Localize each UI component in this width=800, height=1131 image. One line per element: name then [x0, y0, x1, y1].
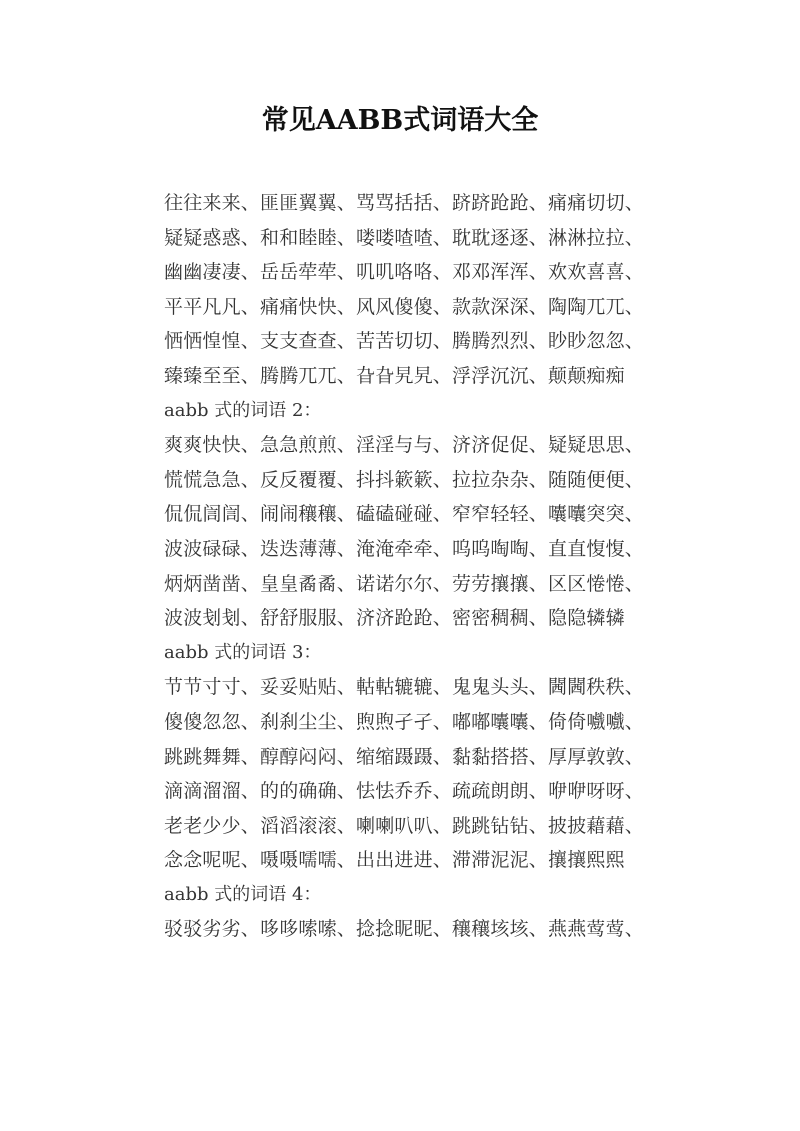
word-line: 臻臻至至、腾腾兀兀、旮旮旯旯、浮浮沉沉、颠颠痴痴 — [164, 364, 625, 387]
word-line: 跳跳舞舞、醇醇闷闷、缩缩蹑蹑、黏黏搭搭、厚厚敦敦、 — [164, 745, 645, 768]
page-title: 常见AABB式词语大全 — [261, 105, 539, 136]
word-line: 疑疑惑惑、和和睦睦、喽喽喳喳、耽耽逐逐、淋淋拉拉、 — [164, 226, 645, 249]
section-heading: aabb 式的词语 4： — [164, 883, 322, 905]
word-line: 老老少少、滔滔滚滚、喇喇叭叭、跳跳钻钻、披披藉藉、 — [164, 814, 645, 837]
word-line: 波波碌碌、迭迭薄薄、淹淹牵牵、呜呜啕啕、直直愎愎、 — [164, 537, 645, 560]
word-line: 幽幽凄凄、岳岳荦荦、叽叽咯咯、邓邓浑浑、欢欢喜喜、 — [164, 261, 645, 284]
word-line: 念念呢呢、嗫嗫嚅嚅、出出进进、滞滞泥泥、攘攘熙熙 — [164, 849, 625, 872]
word-line: 慌慌急急、反反覆覆、抖抖簌簌、拉拉杂杂、随随便便、 — [164, 468, 645, 491]
word-line: 傻傻忽忽、刹刹尘尘、煦煦孑孑、嘟嘟囔囔、倚倚嚱嚱、 — [164, 710, 645, 733]
word-line: 滴滴溜溜、的的确确、怯怯乔乔、疏疏朗朗、咿咿呀呀、 — [164, 780, 645, 803]
word-line: 驳驳劣劣、哆哆嗦嗦、捻捻昵昵、穰穰垓垓、燕燕莺莺、 — [164, 918, 645, 941]
word-line: 恓恓惶惶、支支查查、苦苦切切、腾腾烈烈、眇眇忽忽、 — [164, 330, 645, 353]
word-line: 侃侃訚訚、闹闹穰穰、磕磕碰碰、窄窄轻轻、囔囔突突、 — [164, 503, 645, 526]
word-line: 波波刬刬、舒舒服服、济济跄跄、密密稠稠、隐隐辚辚 — [164, 607, 625, 630]
word-section-4 — [164, 878, 694, 947]
word-section-2 — [164, 394, 694, 636]
word-line: 节节寸寸、妥妥贴贴、軲軲辘辘、鬼鬼头头、閪閪秩秩、 — [164, 676, 645, 699]
section-heading: aabb 式的词语 3： — [164, 641, 322, 663]
word-section-1 — [164, 186, 694, 394]
section-heading: aabb 式的词语 2： — [164, 399, 322, 421]
word-line: 炳炳凿凿、皇皇矞矞、诺诺尔尔、劳劳攘攘、区区惓惓、 — [164, 572, 645, 595]
word-line: 平平凡凡、痛痛快快、风风傻傻、款款深深、陶陶兀兀、 — [164, 295, 645, 318]
word-line: 往往来来、匪匪翼翼、骂骂括括、跻跻跄跄、痛痛切切、 — [164, 192, 645, 214]
word-line: 爽爽快快、急急煎煎、淫淫与与、济济促促、疑疑思思、 — [164, 434, 645, 457]
document-body — [164, 186, 694, 947]
word-section-3 — [164, 636, 694, 878]
